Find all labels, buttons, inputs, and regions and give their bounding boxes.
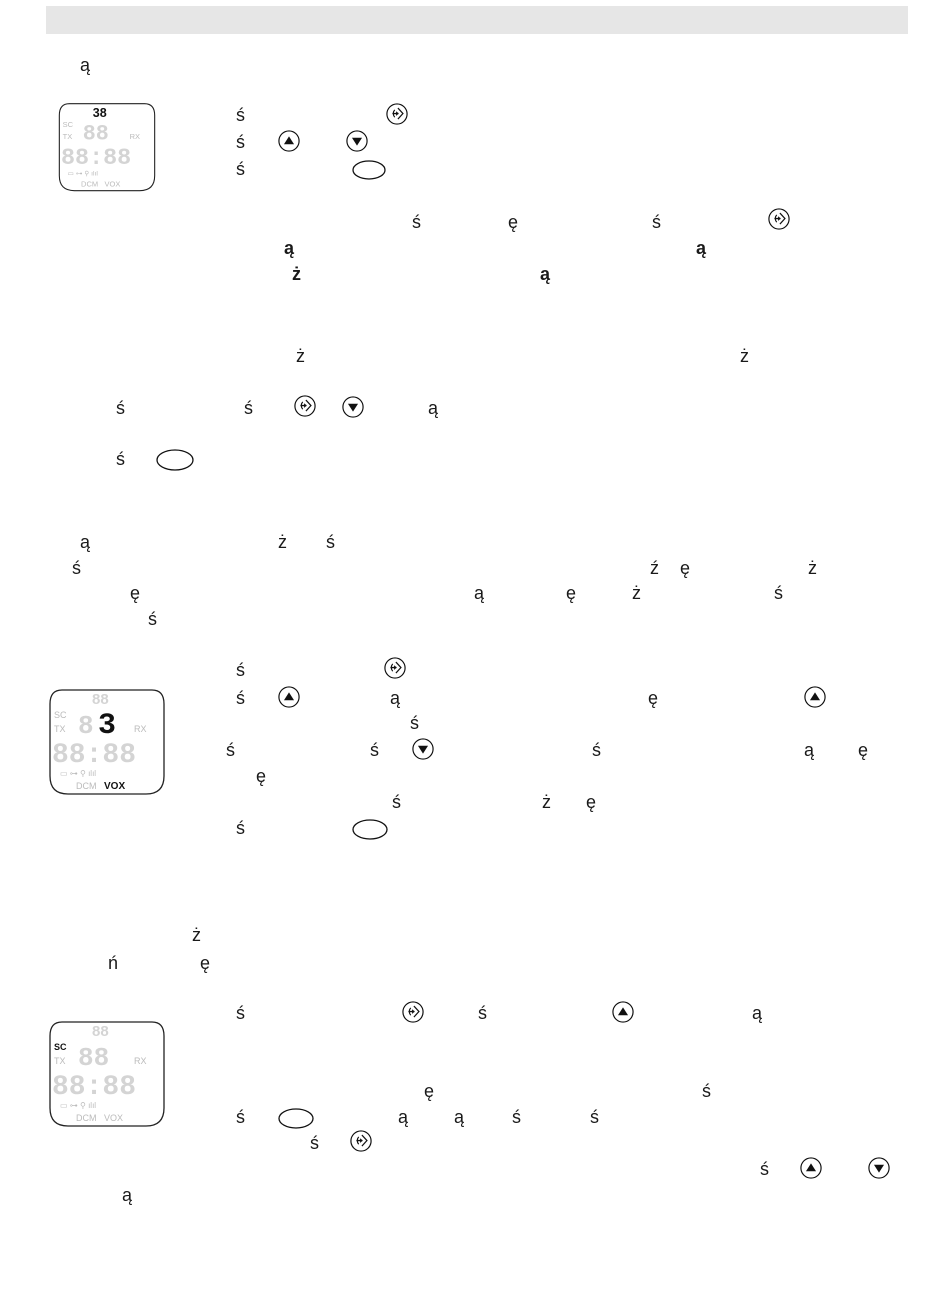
s3-t3c: ą	[454, 1107, 465, 1127]
up-arrow-icon[interactable]	[800, 1157, 822, 1179]
s2-s2b: ą	[390, 688, 401, 708]
menu-enter-icon[interactable]	[294, 395, 316, 417]
up-arrow-icon[interactable]	[612, 1001, 634, 1023]
up-arrow-icon[interactable]	[278, 686, 300, 708]
lcd-vox: VOX	[104, 179, 121, 189]
s2-h1c: ś	[326, 532, 335, 552]
s3-t5: ś	[760, 1159, 769, 1179]
lcd-vox: VOX	[104, 1113, 124, 1123]
header-bar	[46, 6, 908, 34]
ptt-oval-button-icon[interactable]	[352, 819, 388, 840]
s2-s4b: ś	[370, 740, 379, 760]
s1-line1-text: ś	[236, 105, 245, 125]
s1-p1b: ę	[508, 212, 519, 232]
s2-s2c: ę	[648, 688, 659, 708]
s2-h2a: ś	[72, 558, 81, 578]
s1-p1c: ś	[652, 212, 661, 232]
lcd-time: 88:88	[52, 1072, 137, 1103]
s2-s6a: ś	[392, 792, 401, 812]
ptt-oval-button-icon[interactable]	[156, 449, 194, 471]
s1-line3-text: ś	[236, 159, 245, 179]
down-arrow-icon[interactable]	[412, 738, 434, 760]
s2-h3e: ś	[774, 583, 783, 603]
s2-h1a: ą	[80, 532, 91, 552]
menu-enter-icon[interactable]	[768, 208, 790, 230]
s3-t3d: ś	[512, 1107, 521, 1127]
s2-h2b: ź	[650, 558, 659, 578]
s3-h2a: ń	[108, 953, 119, 973]
s3-t1b: ś	[478, 1003, 487, 1023]
s1-p5b: ś	[244, 398, 253, 418]
s2-s4d: ą	[804, 740, 815, 760]
lcd-dcm: DCM	[76, 781, 97, 791]
lcd-tx: TX	[54, 724, 66, 734]
s2-s1: ś	[236, 660, 245, 680]
s3-t3b: ą	[398, 1107, 409, 1127]
svg-text:▭ ⊶ ⚲ ılıl: ▭ ⊶ ⚲ ılıl	[60, 769, 97, 778]
up-arrow-icon[interactable]	[804, 686, 826, 708]
lcd-dcm: DCM	[76, 1113, 97, 1123]
svg-text:▭ ⊶ ⚲ ılıl: ▭ ⊶ ⚲ ılıl	[67, 170, 98, 178]
s1-p2b: ą	[696, 238, 707, 258]
lcd-rx: RX	[134, 1056, 147, 1066]
lcd-vox: VOX	[104, 781, 126, 792]
s1-p4a: ż	[296, 346, 305, 366]
lcd-sc: SC	[62, 120, 74, 130]
lcd-channel: 88	[92, 1023, 109, 1040]
s1-p2a: ą	[284, 238, 295, 258]
s3-t6: ą	[122, 1185, 133, 1205]
s3-t2b: ś	[702, 1081, 711, 1101]
s1-p5a: ś	[116, 398, 125, 418]
s3-t3e: ś	[590, 1107, 599, 1127]
s2-h2d: ż	[808, 558, 817, 578]
lcd-channel: 88	[92, 691, 109, 708]
s2-h3d: ż	[632, 583, 641, 603]
s2-h3b: ą	[474, 583, 485, 603]
s3-t4: ś	[310, 1133, 319, 1153]
svg-text:▭ ⊶ ⚲ ılıl: ▭ ⊶ ⚲ ılıl	[60, 1101, 97, 1110]
s3-t2a: ę	[424, 1081, 435, 1101]
s3-h1: ż	[192, 925, 201, 945]
lcd-rx: RX	[129, 131, 141, 141]
s3-t1c: ą	[752, 1003, 763, 1023]
lcd-dcm: DCM	[81, 179, 99, 189]
lcd-sc: SC	[54, 1042, 67, 1052]
s3-h2b: ę	[200, 953, 211, 973]
s3-t1a: ś	[236, 1003, 245, 1023]
s1-p1a: ś	[412, 212, 421, 232]
s2-h3c: ę	[566, 583, 577, 603]
lcd-code: 88	[82, 121, 109, 147]
s1-p6a: ś	[116, 449, 125, 469]
ptt-oval-button-icon[interactable]	[352, 160, 386, 180]
s2-s4e: ę	[858, 740, 869, 760]
s2-h1b: ż	[278, 532, 287, 552]
s2-s6c: ę	[586, 792, 597, 812]
s2-s7: ś	[236, 818, 245, 838]
menu-enter-icon[interactable]	[350, 1130, 372, 1152]
lcd-display-vox	[48, 688, 166, 798]
s2-s2a: ś	[236, 688, 245, 708]
lcd-time: 88:88	[61, 145, 132, 172]
s1-p3a: ż	[292, 264, 301, 284]
down-arrow-icon[interactable]	[868, 1157, 890, 1179]
s3-t3a: ś	[236, 1107, 245, 1127]
s2-s6b: ż	[542, 792, 551, 812]
s1-p4b: ż	[740, 346, 749, 366]
s2-h4a: ś	[148, 609, 157, 629]
s1-p5c: ą	[428, 398, 439, 418]
lcd-tx: TX	[54, 1056, 66, 1066]
s2-s4c: ś	[592, 740, 601, 760]
lcd-time: 88:88	[52, 740, 137, 771]
s1-line2-text: ś	[236, 132, 245, 152]
ptt-oval-button-icon[interactable]	[278, 1108, 314, 1129]
section1-intro: ą	[80, 55, 91, 75]
menu-enter-icon[interactable]	[402, 1001, 424, 1023]
lcd-code-digit: 3	[98, 709, 117, 743]
lcd-tx: TX	[62, 131, 73, 141]
lcd-code: 88	[78, 1043, 110, 1073]
s2-h3a: ę	[130, 583, 141, 603]
menu-enter-icon[interactable]	[386, 103, 408, 125]
lcd-display-channel	[48, 102, 166, 194]
s2-s5: ę	[256, 766, 267, 786]
lcd-code-dim: 8	[78, 711, 94, 741]
s2-s3: ś	[410, 713, 419, 733]
lcd-channel: 38	[92, 106, 107, 121]
s1-p3b: ą	[540, 264, 551, 284]
lcd-rx: RX	[134, 724, 147, 734]
s2-h2c: ę	[680, 558, 691, 578]
up-arrow-icon[interactable]	[278, 130, 300, 152]
down-arrow-icon[interactable]	[346, 130, 368, 152]
down-arrow-icon[interactable]	[342, 396, 364, 418]
lcd-display-scan	[48, 1020, 166, 1130]
lcd-sc: SC	[54, 710, 67, 720]
s2-s4a: ś	[226, 740, 235, 760]
menu-enter-icon[interactable]	[384, 657, 406, 679]
